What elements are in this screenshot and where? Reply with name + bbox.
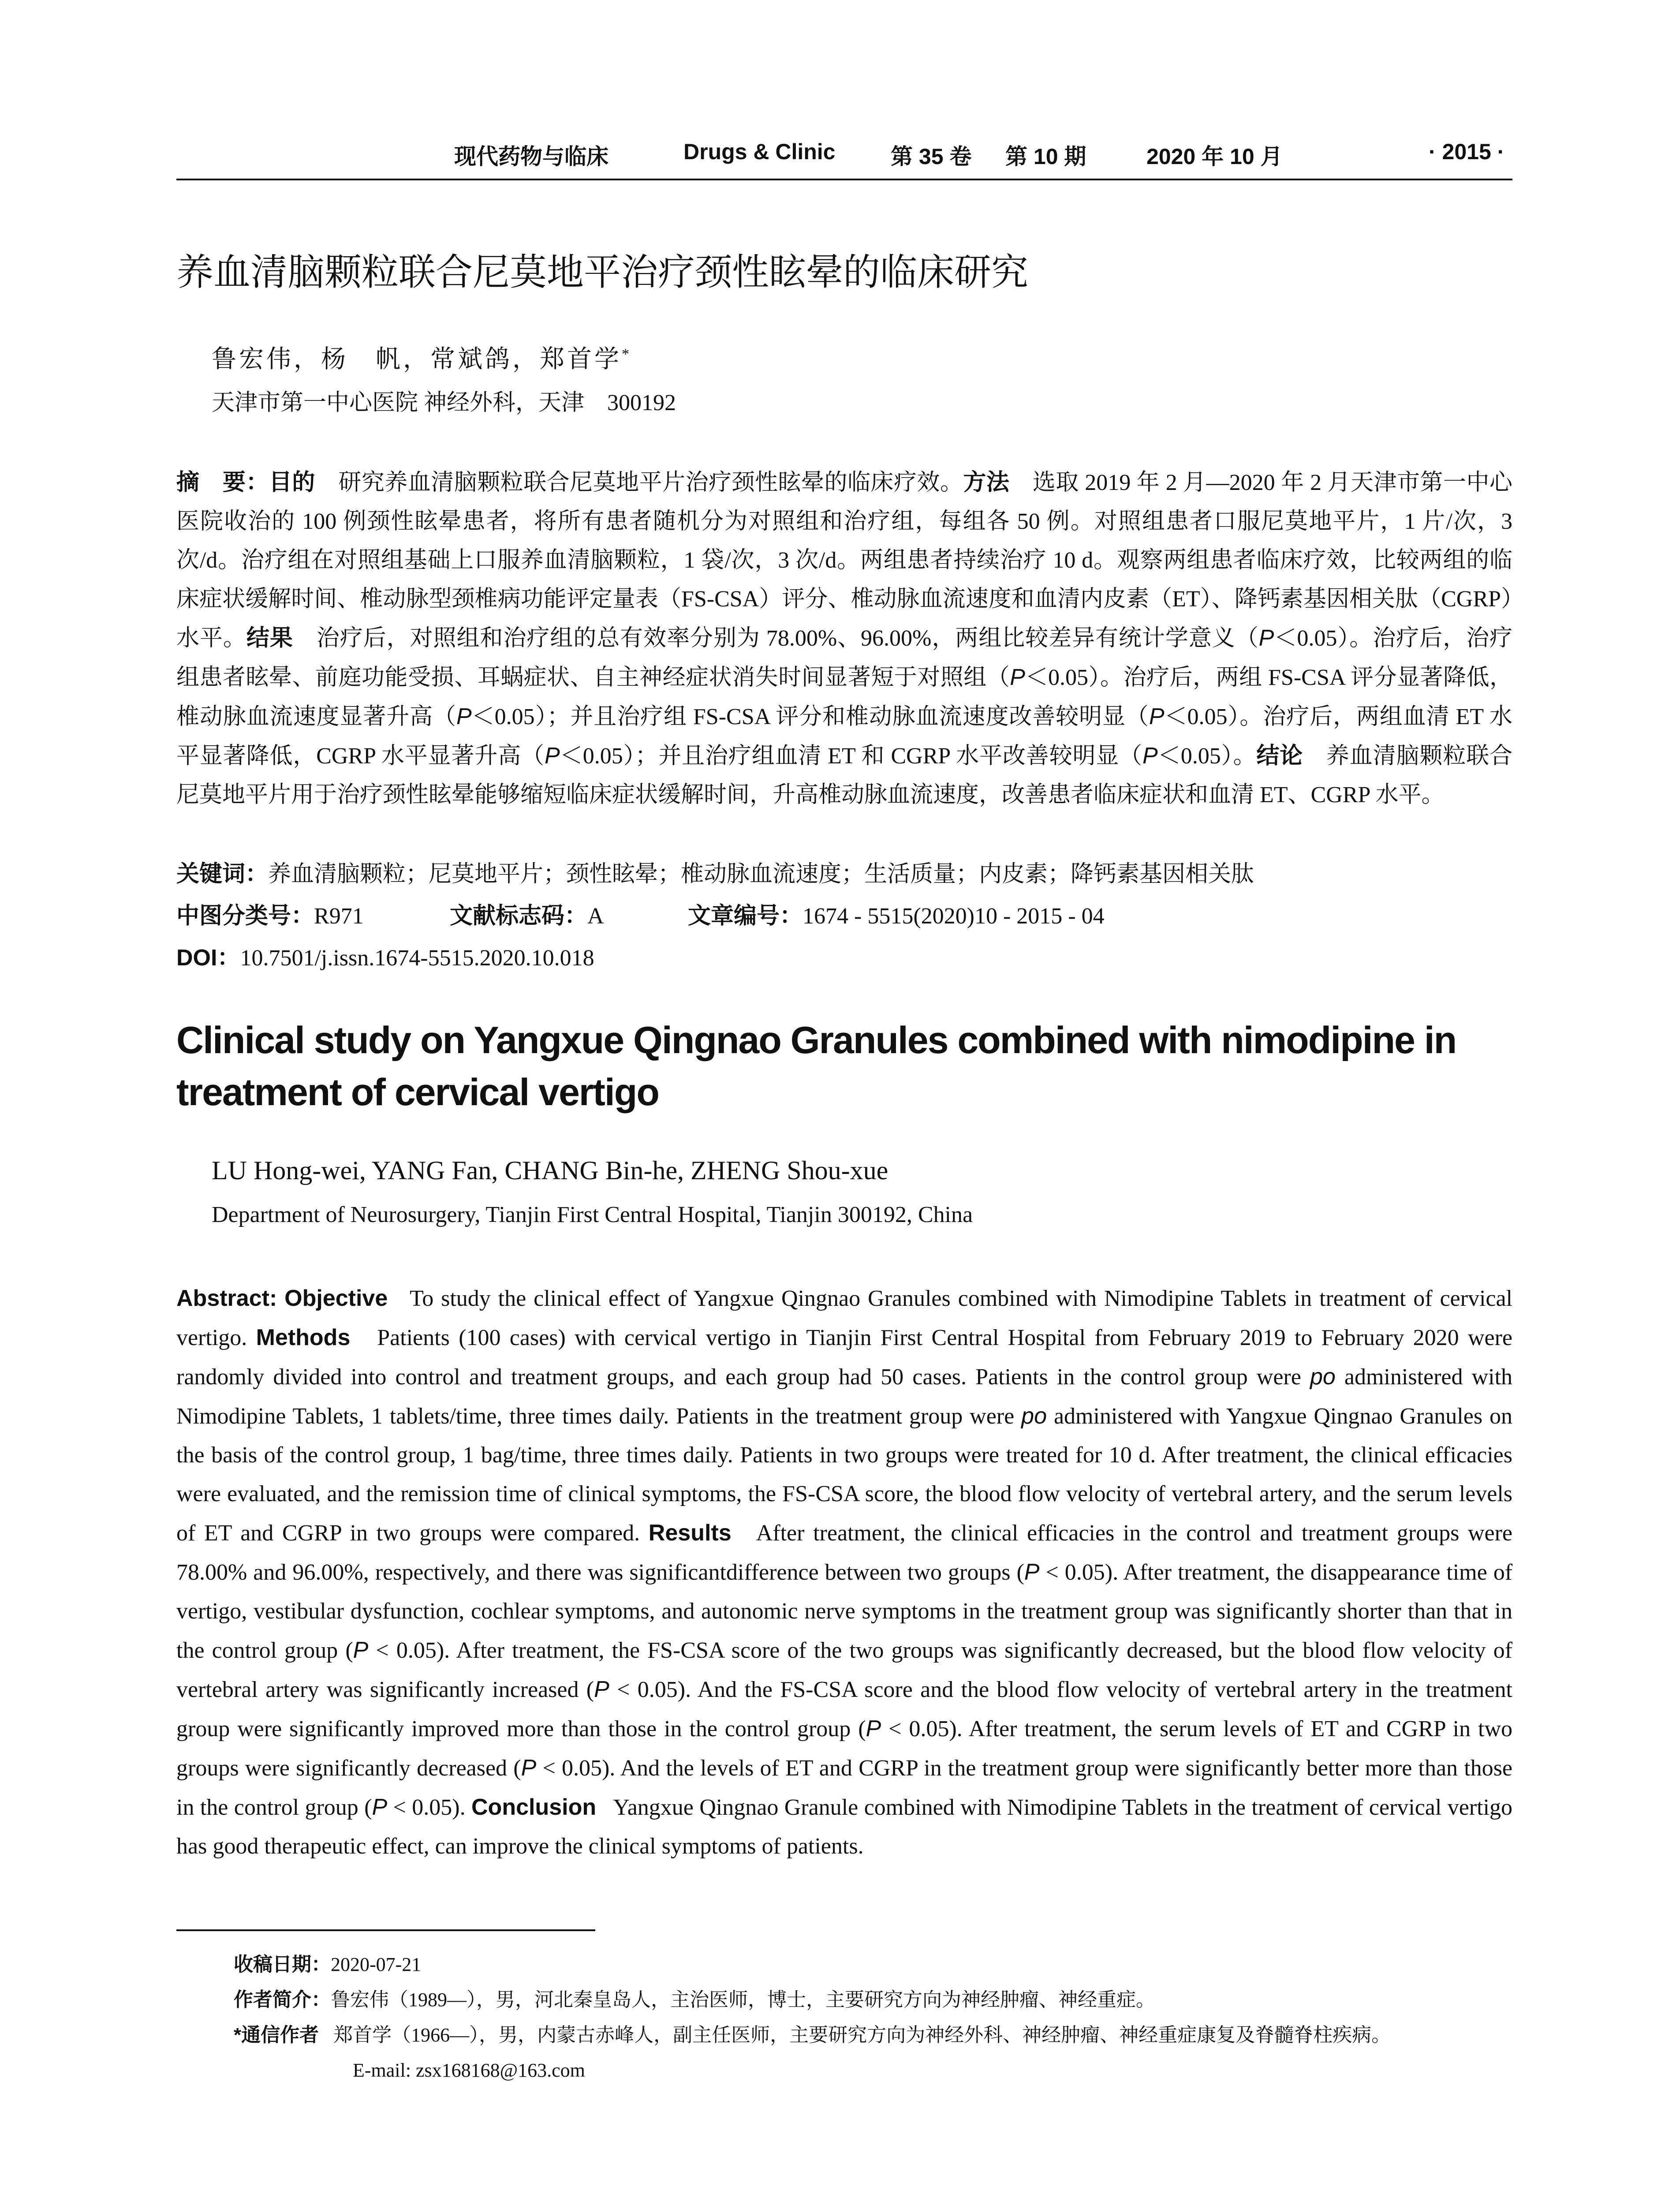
p-symbol: P — [1142, 743, 1158, 769]
objective-label-cn: 目的 — [269, 470, 315, 495]
footnote-rule — [176, 1929, 595, 1931]
footnotes — [234, 1947, 1512, 2088]
received-label: 收稿日期： — [234, 1954, 331, 1975]
received-date-note — [234, 1947, 1512, 1982]
issue-date: 2020 年 10 月 — [1146, 144, 1283, 169]
keywords-text: 养血清脑颗粒；尼莫地平片；颈性眩晕；椎动脉血流速度；生活质量；内皮素；降钙素基因相关肽 — [268, 862, 1254, 887]
results-en-4: < 0.05). And the FS-CSA score and the blood flow velocity of vertebral artery in the treatment group were significantly improved more than those in the control group ( — [176, 1677, 1512, 1742]
email-note — [234, 2053, 1512, 2088]
results-cn-4: ＜0.05）；并且治疗组 FS-CSA 评分和椎动脉血流速度改善较明显（ — [471, 704, 1149, 729]
p-symbol: P — [1024, 1559, 1040, 1585]
results-en-7: < 0.05). — [387, 1795, 466, 1820]
results-en-2: < 0.05). After treatment, the disappearance time of vertigo, vestibular dysfunction, cochlear symptoms, and autonomic nerve symptoms in the treatment group was significantly shorter than that in the control group ( — [176, 1560, 1513, 1663]
objective-cn: 研究养血清脑颗粒联合尼莫地平片治疗颈性眩晕的临床疗效。 — [338, 470, 963, 495]
methods-en-2: administered with Nimodipine Tablets, 1 tablets/time, three times daily. Patients in the treatment group were — [176, 1364, 1513, 1429]
results-cn-6: ＜0.05）；并且治疗组血清 ET 和 CGRP 水平改善较明显（ — [560, 744, 1143, 769]
objective-label-en: Objective — [284, 1286, 388, 1311]
conclusion-cn: 养血清脑颗粒联合尼莫地平片用于治疗颈性眩晕能够缩短临床症状缓解时间，升高椎动脉血流速度，改善患者临床症状和血清 ET、CGRP 水平。 — [176, 744, 1512, 807]
results-cn-7: ＜0.05）。 — [1157, 744, 1257, 769]
p-symbol: P — [594, 1677, 609, 1702]
article-number-label: 文章编号： — [688, 903, 803, 929]
conclusion-en: Yangxue Qingnao Granule combined with Nimodipine Tablets in the treatment of cervical vertigo has good therapeutic effect, can improve the clinical symptoms of patients. — [176, 1795, 1512, 1859]
doi-label: DOI： — [176, 945, 240, 971]
corresponding-author-note — [234, 2018, 1512, 2053]
doc-code: A — [587, 904, 604, 929]
abstract-en-label: Abstract: — [176, 1286, 277, 1311]
corresponding-author: 郑首学（1966—），男，内蒙古赤峰人，副主任医师，主要研究方向为神经外科、神经肿瘤、神经重症康复及脊髓脊柱疾病。 — [333, 2024, 1391, 2046]
title-cn: 养血清脑颗粒联合尼莫地平治疗颈性眩晕的临床研究 — [176, 251, 1029, 293]
results-en-1: After treatment, the clinical efficacies in the control and treatment groups were 78.00% and 96.00%, respectively, and there was significantdifference between two groups ( — [176, 1521, 1512, 1585]
authors-cn-names: 鲁宏伟，杨 帆，常斌鸽，郑首学 — [212, 346, 622, 373]
journal-name-cn: 现代药物与临床 — [454, 144, 609, 169]
author-bio: 鲁宏伟（1989—），男，河北秦皇岛人，主治医师，博士，主要研究方向为神经肿瘤、神经重症。 — [331, 1989, 1155, 2011]
abstract-en — [176, 1279, 1512, 1866]
keywords-cn — [176, 853, 1512, 895]
p-symbol: P — [1258, 625, 1274, 651]
abstract-cn — [176, 463, 1512, 815]
p-symbol: P — [372, 1794, 388, 1820]
classification-line — [176, 895, 1512, 937]
corresponding-author-mark: * — [622, 346, 632, 363]
doc-code-label: 文献标志码： — [450, 903, 588, 929]
p-symbol: P — [456, 704, 472, 729]
methods-cn: 选取 2019 年 2 月—2020 年 2 月天津市第一中心医院收治的 100 例颈性眩晕患者，将所有患者随机分为对照组和治疗组，每组各 50 例。对照组患者口服尼莫地平片，1 片/次，3 次/d。治疗组在对照组基础上口服养血清脑颗粒，1 袋/次，3 次/d。两组患者持续治疗 10 d。观察两组患者临床疗效，比较两组的临床症状缓解时间、椎动脉型颈椎病功能评定量表（FS-CSA）评分、椎动脉血流速度和血清内皮素（ET）、降钙素基因相关肽（CGRP）水平。 — [176, 470, 1512, 651]
po-term: po — [1021, 1403, 1047, 1429]
p-symbol: P — [353, 1637, 369, 1663]
received-date: 2020-07-21 — [331, 1954, 422, 1975]
running-header — [176, 139, 1512, 174]
header-rule — [176, 179, 1512, 180]
doi-line — [176, 937, 1512, 979]
author-bio-note — [234, 1982, 1512, 2018]
results-en-5: < 0.05). After treatment, the serum levels of ET and CGRP in two groups were significantly decreased ( — [176, 1716, 1512, 1781]
methods-en-1: Patients (100 cases) with cervical vertigo in Tianjin First Central Hospital from February 2019 to February 2020 were randomly divided into control and treatment groups, and each group had 50 cases. Patients in the control group were — [176, 1325, 1513, 1390]
email-address[interactable]: E-mail: zsx168168@163.com — [353, 2059, 585, 2081]
results-cn-1: 治疗后，对照组和治疗组的总有效率分别为 78.00%、96.00%，两组比较差异有统计学意义（ — [316, 626, 1259, 651]
results-cn-3: ＜0.05）。治疗后，两组 FS-CSA 评分显著降低，椎动脉血流速度显著升高（ — [176, 665, 1512, 729]
objective-en: To study the clinical effect of Yangxue Qingnao Granules combined with Nimodipine Tablets in treatment of cervical vertigo. — [176, 1286, 1513, 1350]
issue: 第 10 期 — [1005, 144, 1086, 169]
methods-label-cn: 方法 — [963, 470, 1010, 495]
clc-code: R971 — [314, 904, 364, 929]
results-label-cn: 结果 — [246, 625, 293, 651]
authors-cn — [212, 340, 632, 375]
journal-name-en: Drugs & Clinic — [683, 139, 836, 164]
bio-label: 作者简介： — [234, 1989, 331, 2011]
doi-value[interactable]: 10.7501/j.issn.1674-5515.2020.10.018 — [240, 946, 594, 971]
metadata-block — [176, 853, 1512, 979]
conclusion-label-en: Conclusion — [471, 1794, 597, 1820]
results-cn-5: ＜0.05）。治疗后，两组血清 ET 水平显著降低，CGRP 水平显著升高（ — [176, 704, 1512, 769]
p-symbol: P — [545, 743, 560, 769]
volume: 第 35 卷 — [891, 144, 972, 169]
affiliation-en: Department of Neurosurgery, Tianjin First Central Hospital, Tianjin 300192, China — [212, 1202, 973, 1227]
title-en: Clinical study on Yangxue Qingnao Granules combined with nimodipine in treatment of cervical vertigo — [176, 1019, 1456, 1114]
po-term: po — [1310, 1364, 1336, 1390]
results-en-3: < 0.05). After treatment, the FS-CSA score of the two groups was significantly decreased, but the blood flow velocity of vertebral artery was significantly increased ( — [176, 1638, 1512, 1702]
p-symbol: P — [1149, 704, 1165, 729]
affiliation-cn: 天津市第一中心医院 神经外科，天津 300192 — [212, 390, 676, 415]
corresponding-label: *通信作者 — [234, 2024, 319, 2046]
conclusion-label-cn: 结论 — [1256, 743, 1303, 769]
p-symbol: P — [521, 1755, 537, 1781]
results-label-en: Results — [648, 1520, 732, 1546]
results-en-6: < 0.05). And the levels of ET and CGRP in the treatment group were significantly better more than those in the control group ( — [176, 1756, 1512, 1820]
methods-en-3: administered with Yangxue Qingnao Granules on the basis of the control group, 1 bag/time, three times daily. Patients in two groups were treated for 10 d. After treatment, the clinical efficacies were evaluated, and the remission time of clinical symptoms, the FS-CSA score, the blood flow velocity of vertebral artery, and the serum levels of ET and CGRP in two groups were compared. — [176, 1404, 1513, 1546]
authors-en: LU Hong-wei, YANG Fan, CHANG Bin-he, ZHENG Shou-xue — [212, 1156, 889, 1185]
p-symbol: P — [1010, 665, 1025, 690]
clc-label: 中图分类号： — [176, 903, 314, 929]
keywords-label: 关键词： — [176, 861, 269, 887]
results-cn-2: ＜0.05）。治疗后，治疗组患者眩晕、前庭功能受损、耳蜗症状、自主神经症状消失时间显著短于对照组（ — [176, 626, 1512, 690]
methods-label-en: Methods — [256, 1325, 351, 1350]
article-number: 1674 - 5515(2020)10 - 2015 - 04 — [803, 904, 1105, 929]
abstract-cn-label: 摘 要： — [176, 470, 269, 495]
p-symbol: P — [866, 1716, 881, 1742]
page-number: · 2015 · — [1429, 139, 1505, 164]
